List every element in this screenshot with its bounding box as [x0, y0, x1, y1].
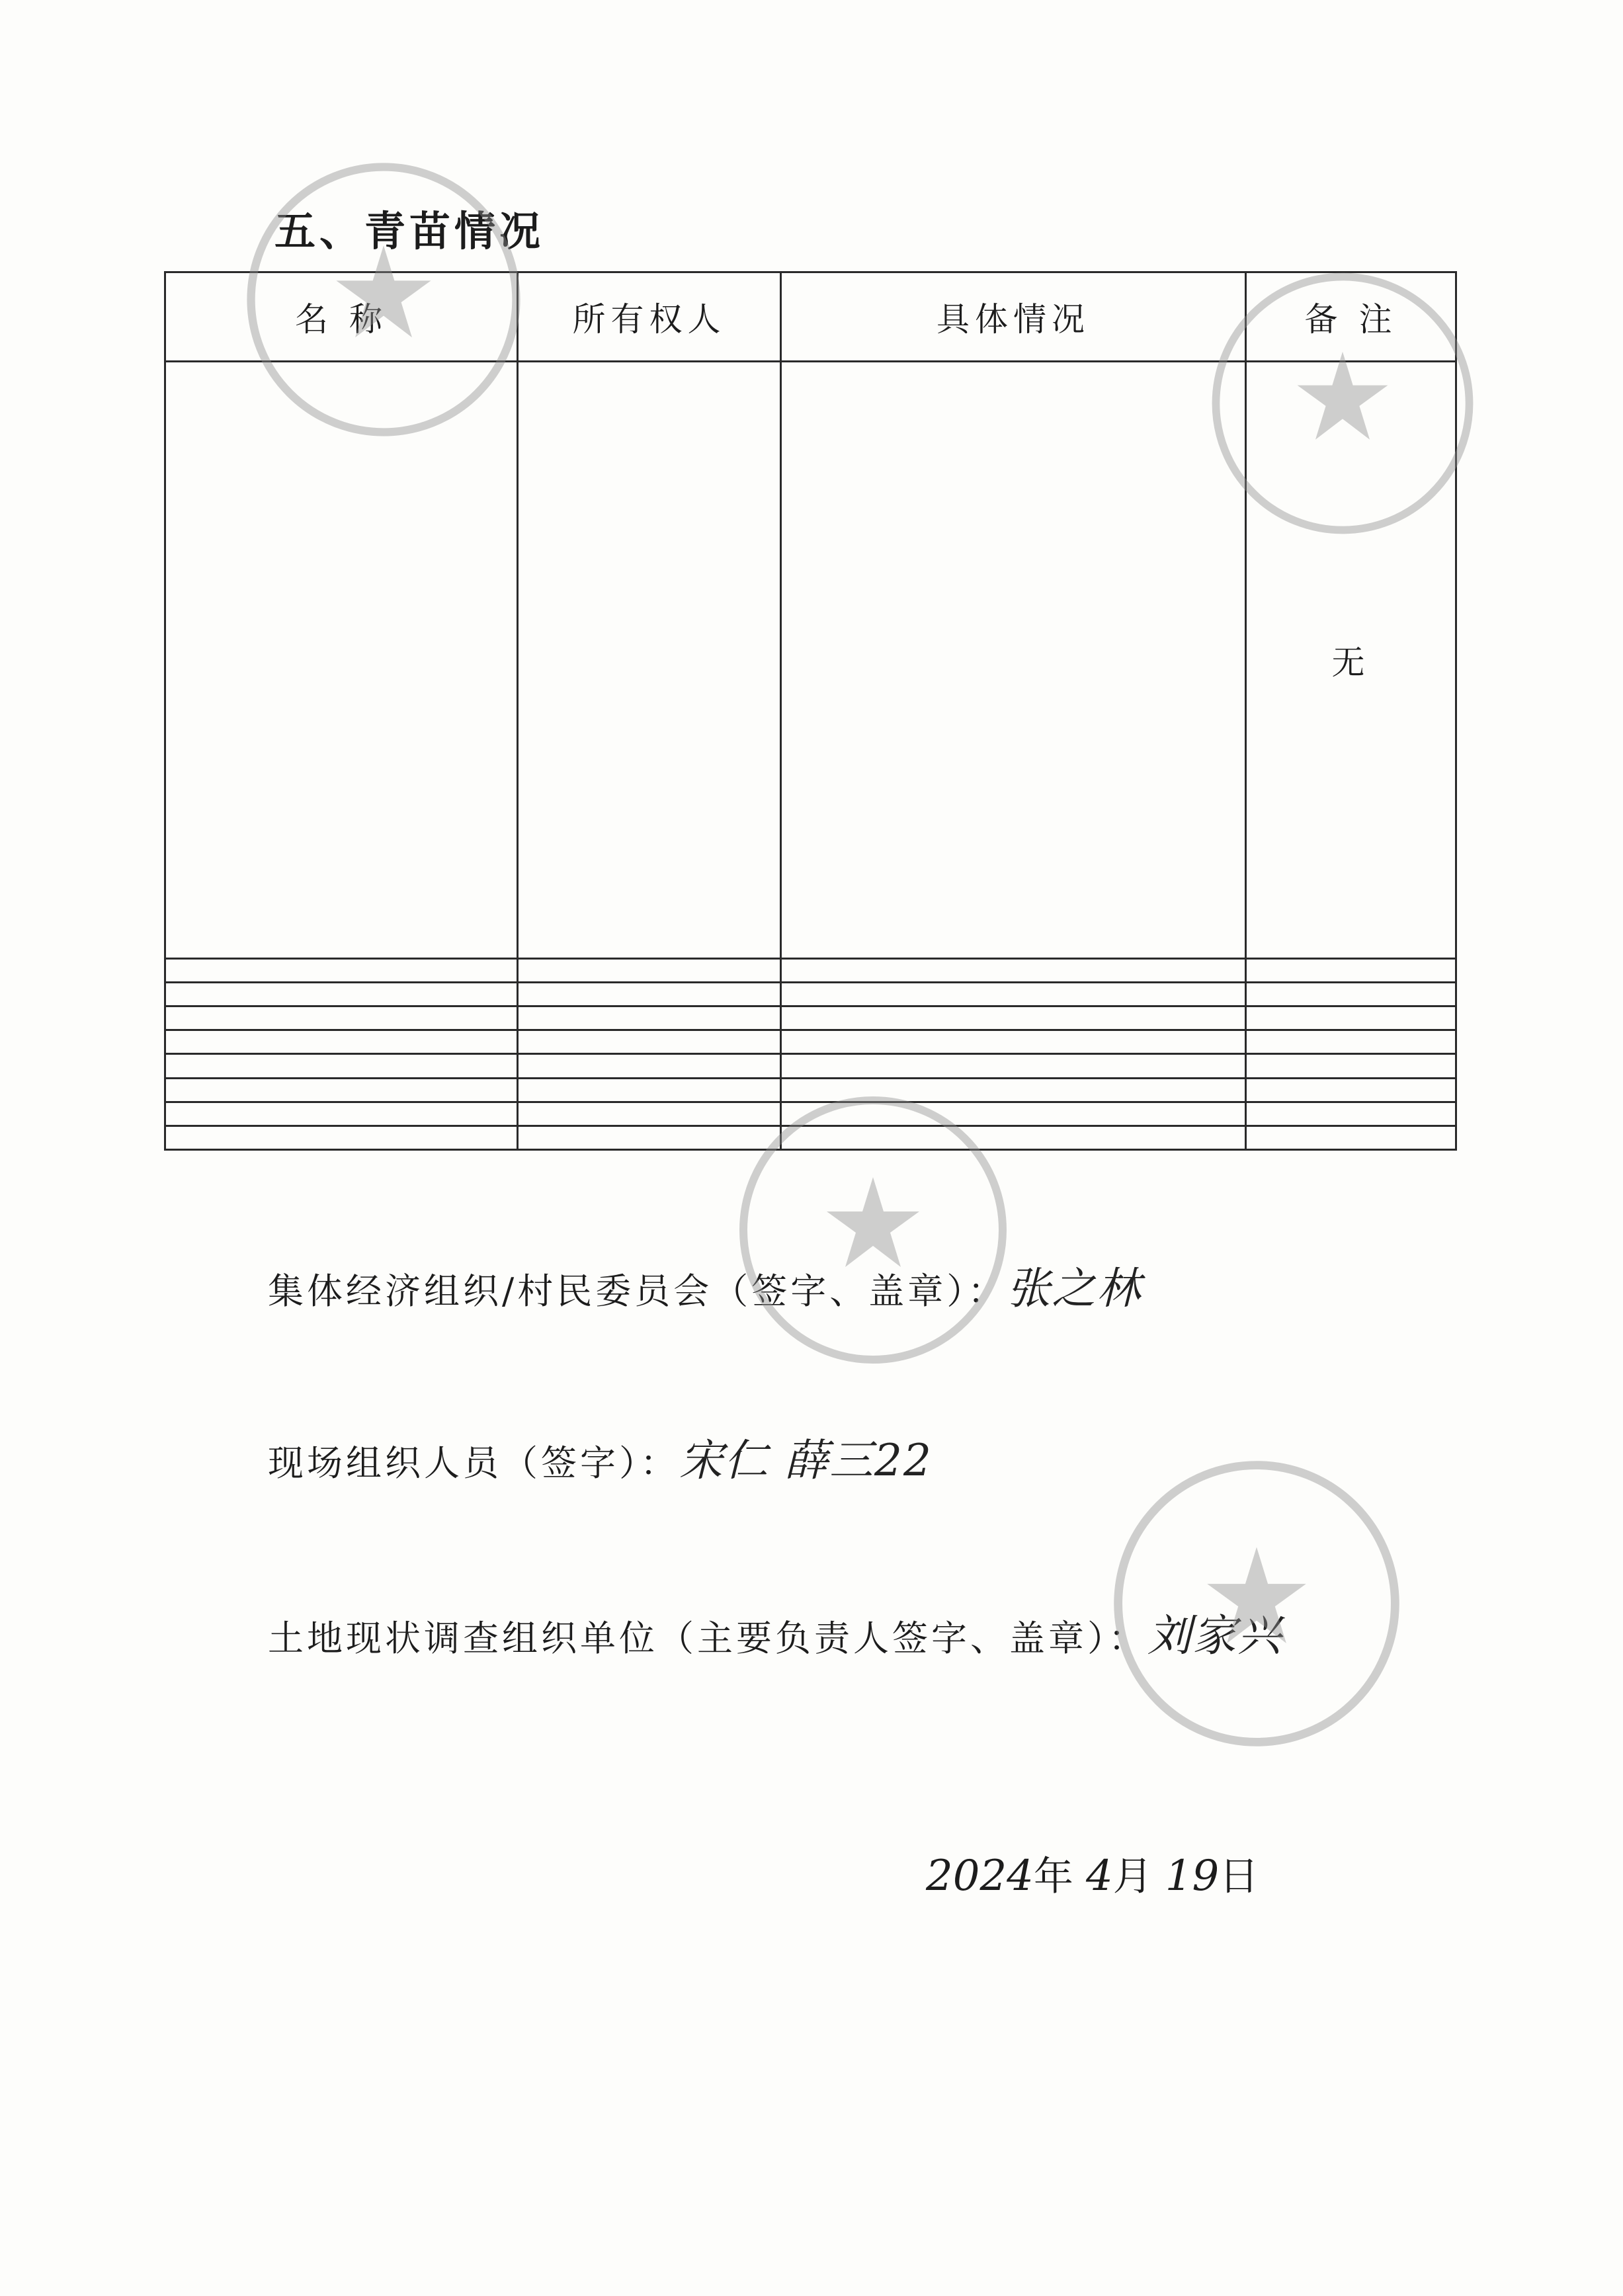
cell-name — [165, 1126, 518, 1149]
table-row — [165, 1102, 1456, 1126]
table-row — [165, 1054, 1456, 1078]
signing-date — [926, 1845, 1259, 1902]
cell-owner — [518, 362, 781, 959]
cell-details — [781, 1006, 1246, 1030]
table-row — [165, 1126, 1456, 1149]
seedling-table — [164, 271, 1457, 1151]
cell-details — [781, 362, 1246, 959]
cell-name — [165, 1102, 518, 1126]
section-title: 五、青苗情况 — [274, 207, 545, 255]
table-row — [165, 362, 1456, 959]
cell-remarks — [1246, 1102, 1456, 1126]
date-day-unit: 日 — [1219, 1854, 1259, 1900]
cell-name — [165, 983, 518, 1006]
header-owner: 所有权人 — [518, 272, 781, 362]
cell-details — [781, 1102, 1246, 1126]
cell-remarks: 无 — [1246, 362, 1456, 959]
date-day: 19 — [1165, 1852, 1220, 1901]
cell-name — [165, 1006, 518, 1030]
cell-details — [781, 1030, 1246, 1054]
table-row — [165, 1006, 1456, 1030]
table-row — [165, 983, 1456, 1006]
cell-details — [781, 1078, 1246, 1102]
cell-name — [165, 959, 518, 983]
table-row — [165, 1030, 1456, 1054]
cell-owner — [518, 1102, 781, 1126]
cell-details — [781, 1126, 1246, 1149]
collective-signature: 张之林 — [1007, 1263, 1142, 1314]
cell-remarks — [1246, 1030, 1456, 1054]
header-name: 名 称 — [165, 272, 518, 362]
table-header-row — [165, 272, 1456, 362]
cell-remarks — [1246, 1054, 1456, 1078]
cell-remarks — [1246, 983, 1456, 1006]
cell-owner — [518, 1078, 781, 1102]
cell-owner — [518, 1030, 781, 1054]
site-signature: 宋仁 薛三22 — [679, 1435, 933, 1486]
header-details: 具体情况 — [781, 272, 1246, 362]
cell-owner — [518, 983, 781, 1006]
table-row — [165, 1078, 1456, 1102]
table-body — [165, 362, 1456, 1150]
cell-name — [165, 1030, 518, 1054]
cell-remarks — [1246, 1006, 1456, 1030]
collective-signature-line — [268, 1253, 1142, 1316]
cell-remarks — [1246, 959, 1456, 983]
cell-remarks — [1246, 1078, 1456, 1102]
cell-name — [165, 1054, 518, 1078]
cell-details — [781, 983, 1246, 1006]
cell-remarks — [1246, 1126, 1456, 1149]
date-month: 4 — [1085, 1852, 1113, 1901]
date-year-unit: 年 — [1033, 1854, 1073, 1900]
site-signature-label: 现场组织人员（签字）： — [268, 1442, 679, 1484]
cell-owner — [518, 1006, 781, 1030]
header-remarks: 备 注 — [1246, 272, 1456, 362]
survey-unit-signature-label: 土地现状调查组织单位（主要负责人签字、盖章）： — [268, 1618, 1147, 1659]
cell-name — [165, 362, 518, 959]
cell-owner — [518, 1126, 781, 1149]
site-signature-line — [268, 1425, 933, 1488]
cell-owner — [518, 959, 781, 983]
date-year: 2024 — [926, 1852, 1034, 1901]
cell-details — [781, 959, 1246, 983]
collective-signature-label: 集体经济组织/村民委员会（签字、盖章）： — [268, 1270, 1007, 1312]
cell-details — [781, 1054, 1246, 1078]
cell-name — [165, 1078, 518, 1102]
survey-unit-signature-line — [268, 1600, 1282, 1663]
date-month-unit: 月 — [1112, 1854, 1153, 1900]
cell-owner — [518, 1054, 781, 1078]
table-row — [165, 959, 1456, 983]
survey-unit-signature: 刘家兴 — [1147, 1610, 1282, 1661]
